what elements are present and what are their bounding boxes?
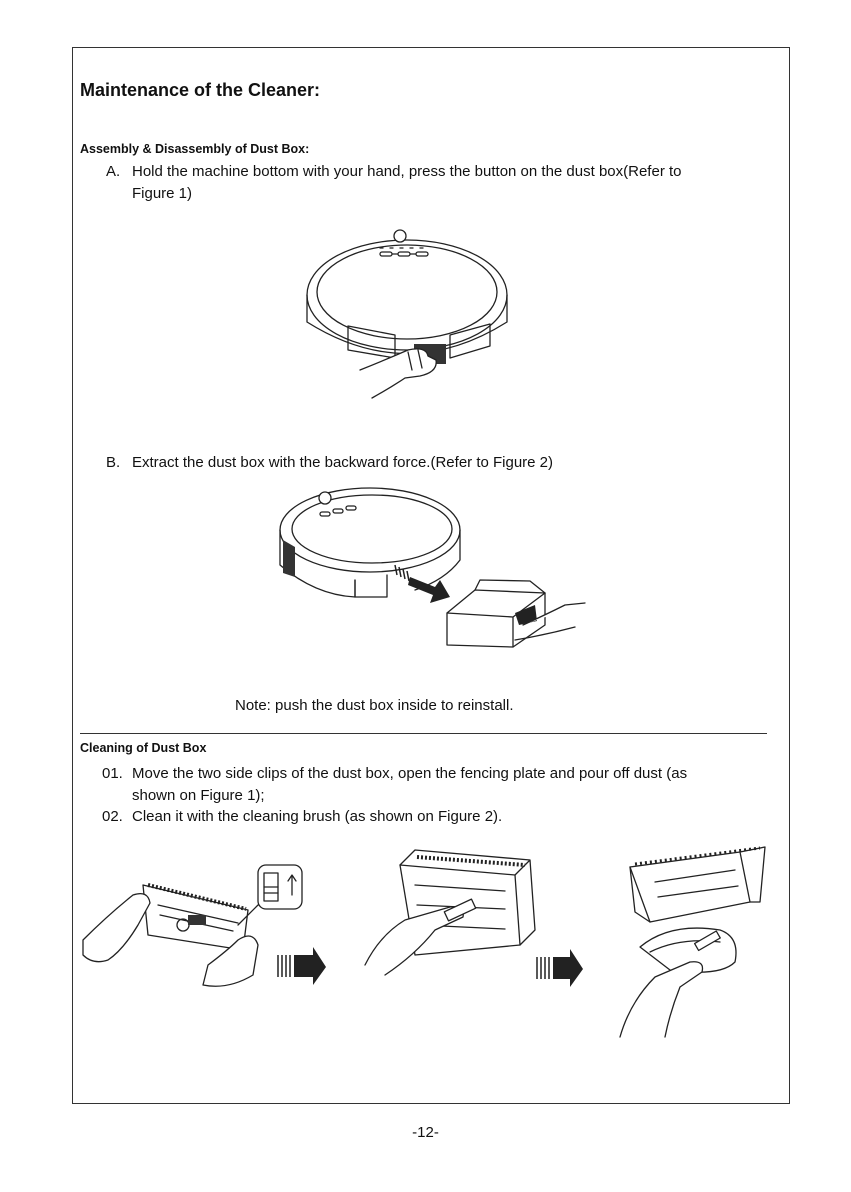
page-number: -12-: [412, 1124, 439, 1141]
cleaning-pour-off-dust-illustration: [610, 842, 775, 1042]
cleaning-brush-dust-box-illustration: [355, 845, 595, 985]
figure-2-extract-dust-box-illustration: [275, 485, 595, 655]
reinstall-note: Note: push the dust box inside to reinstall.: [235, 697, 514, 714]
step-02-text: Clean it with the cleaning brush (as shown on Figure 2).: [132, 808, 503, 825]
striped-right-arrow-icon: [395, 565, 450, 603]
step-a-line1: Hold the machine bottom with your hand, press the button on the dust box(Refer to: [132, 163, 682, 180]
step-01-line2: shown on Figure 1);: [132, 787, 265, 804]
step-b-text: Extract the dust box with the backward force.(Refer to Figure 2): [132, 454, 554, 471]
step-b-marker: B.: [106, 454, 121, 471]
page-title: Maintenance of the Cleaner:: [80, 80, 321, 100]
step-a-marker: A.: [106, 163, 121, 180]
section-heading-cleaning: Cleaning of Dust Box: [80, 741, 207, 755]
step-a-line2: Figure 1): [132, 185, 193, 202]
section-heading-assembly: Assembly & Disassembly of Dust Box:: [80, 142, 310, 156]
figure-1-press-button-illustration: [300, 220, 515, 405]
section-divider: [80, 733, 767, 734]
cleaning-open-clips-illustration: [78, 855, 318, 995]
step-02-marker: 02.: [102, 808, 123, 825]
step-01-line1: Move the two side clips of the dust box, open the fencing plate and pour off dust (as: [132, 765, 688, 782]
striped-right-arrow-icon: [537, 949, 583, 987]
step-01-marker: 01.: [102, 765, 123, 782]
